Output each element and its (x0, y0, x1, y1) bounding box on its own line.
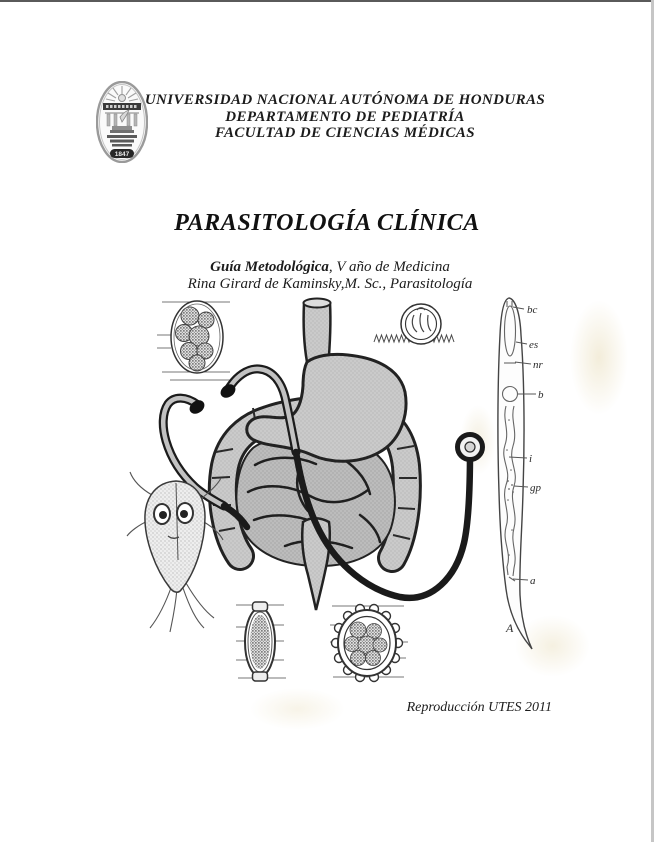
ascaris-egg-drawing (330, 605, 408, 682)
digestive-tract-drawing (212, 299, 417, 611)
guide-label: Guía Metodológica (210, 259, 329, 275)
taenia-egg-drawing (374, 304, 454, 344)
hookworm-egg-drawing (157, 301, 232, 380)
subtitle-block (0, 259, 654, 292)
author-line: Rina Girard de Kaminsky,M. Sc., Parasitología (187, 275, 473, 292)
scan-stain (570, 300, 628, 415)
rectum (302, 518, 330, 610)
department-name: DEPARTAMENTO DE PEDIATRÍA (225, 108, 465, 125)
polar-plug-top (253, 602, 268, 611)
larva-label-nr: nr (533, 359, 543, 371)
page-title: PARASITOLOGÍA CLÍNICA (174, 210, 480, 236)
larva-label-es: es (529, 339, 539, 351)
faculty-name: FACULTAD DE CIENCIAS MÉDICAS (214, 125, 476, 141)
larva-label-bc: bc (527, 304, 538, 316)
giardia-body (145, 481, 205, 592)
reproduction-note: Reproducción UTES 2011 (406, 700, 552, 715)
polar-plug-bottom (253, 672, 268, 681)
larva-label-gp: gp (530, 482, 541, 494)
esophagus-opening (304, 299, 331, 308)
larva-label-b: b (538, 389, 544, 401)
egg-morula (345, 622, 388, 666)
course-label: , V año de Medicina (328, 259, 450, 275)
larva-label-i: i (529, 453, 533, 465)
chest-piece-diaphragm (465, 442, 475, 452)
larva-label-a: a (530, 575, 536, 587)
seal-year: 1847 (114, 151, 130, 158)
larva-label-A: A (506, 621, 514, 635)
larva-diagram (498, 298, 544, 649)
scan-edge-top (0, 0, 654, 2)
institution-name: UNIVERSIDAD NACIONAL AUTÓNOMA DE HONDURAS (144, 92, 546, 108)
institution-header (125, 92, 565, 142)
trichuris-egg-drawing (236, 602, 286, 681)
subtitle-line (0, 259, 654, 276)
parasitology-illustration (118, 292, 560, 688)
